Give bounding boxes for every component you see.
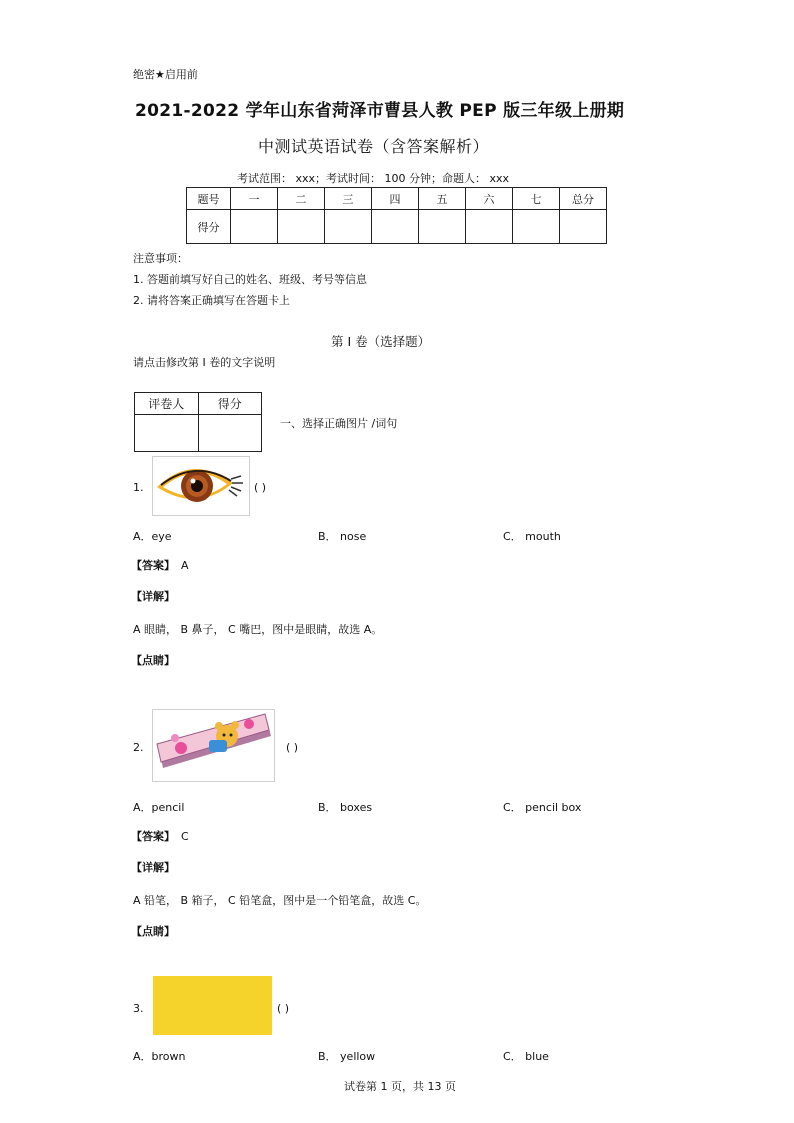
grader-table-input-row xyxy=(135,415,262,452)
score-cell: 六 xyxy=(465,188,512,210)
option-a[interactable]: A．brown xyxy=(133,1050,186,1063)
grader-table-header-row xyxy=(135,393,262,415)
score-cell: 一 xyxy=(231,188,278,210)
score-row-label: 得分 xyxy=(187,210,231,244)
answer-row xyxy=(131,557,189,573)
option-c[interactable]: C． mouth xyxy=(503,530,561,543)
page-footer: 试卷第 1 页，共 13 页 xyxy=(344,1080,456,1093)
score-cell: 题号 xyxy=(187,188,231,210)
grader-table xyxy=(134,392,262,452)
secret-label: 绝密★启用前 xyxy=(133,68,198,81)
score-table xyxy=(186,187,607,244)
grader-score-input-cell[interactable] xyxy=(198,415,262,452)
detail-text: A 眼睛， B 鼻子， C 嘴巴，图中是眼睛，故选 A。 xyxy=(133,623,383,636)
score-input-cell[interactable] xyxy=(465,210,512,244)
option-b[interactable]: B． nose xyxy=(318,530,367,543)
score-table-header-row xyxy=(187,188,607,210)
score-input-cell[interactable] xyxy=(372,210,419,244)
note-label: 【点睛】 xyxy=(131,925,175,938)
note-label: 【点睛】 xyxy=(131,654,175,667)
notes-item: 1. 答题前填写好自己的姓名、班级、考号等信息 xyxy=(133,273,367,286)
title-line-2: 中测试英语试卷（含答案解析） xyxy=(258,137,490,156)
option-c[interactable]: C． pencil box xyxy=(503,801,582,814)
question-number: 2. xyxy=(133,741,144,754)
option-a[interactable]: A．pencil xyxy=(133,801,185,814)
grader-cell: 评卷人 xyxy=(135,393,199,415)
detail-label: 【详解】 xyxy=(131,590,175,603)
notes-heading: 注意事项： xyxy=(133,252,188,265)
section-1-title: 一、选择正确图片 /词句 xyxy=(280,417,398,430)
option-b[interactable]: B． yellow xyxy=(318,1050,376,1063)
score-input-cell[interactable] xyxy=(325,210,372,244)
answer-value: C xyxy=(181,830,189,843)
score-cell: 总分 xyxy=(559,188,606,210)
score-cell: 二 xyxy=(278,188,325,210)
score-input-cell[interactable] xyxy=(278,210,325,244)
score-cell: 五 xyxy=(419,188,466,210)
answer-blank[interactable]: ( ) xyxy=(254,481,267,494)
answer-value: A xyxy=(181,559,189,572)
option-c[interactable]: C． blue xyxy=(503,1050,549,1063)
exam-info: 考试范围： xxx；考试时间： 100 分钟；命题人： xxx xyxy=(237,172,510,185)
notes-item: 2. 请将答案正确填写在答题卡上 xyxy=(133,294,290,307)
volume-title: 第 I 卷（选择题） xyxy=(331,334,431,349)
grader-input-cell[interactable] xyxy=(135,415,199,452)
yellow-color-image xyxy=(153,976,272,1035)
answer-row xyxy=(131,828,189,844)
question-number: 1. xyxy=(133,481,144,494)
score-input-cell[interactable] xyxy=(231,210,278,244)
score-table-score-row xyxy=(187,210,607,244)
volume-desc: 请点击修改第 I 卷的文字说明 xyxy=(133,356,276,369)
pencil-box-image xyxy=(152,709,275,782)
score-cell: 三 xyxy=(325,188,372,210)
score-input-cell[interactable] xyxy=(419,210,466,244)
question-number: 3. xyxy=(133,1002,144,1015)
pencil-box-icon xyxy=(153,710,274,781)
score-input-cell[interactable] xyxy=(512,210,559,244)
answer-label: 【答案】 xyxy=(131,830,175,843)
option-a[interactable]: A．eye xyxy=(133,530,172,543)
option-b[interactable]: B． boxes xyxy=(318,801,373,814)
grader-score-label: 得分 xyxy=(198,393,262,415)
title-line-1: 2021-2022 学年山东省菏泽市曹县人教 PEP 版三年级上册期 xyxy=(135,101,625,121)
detail-label: 【详解】 xyxy=(131,861,175,874)
eye-icon xyxy=(153,457,249,515)
answer-blank[interactable]: ( ) xyxy=(277,1002,290,1015)
detail-text: A 铅笔， B 箱子， C 铅笔盒，图中是一个铅笔盒，故选 C。 xyxy=(133,894,427,907)
answer-blank[interactable]: ( ) xyxy=(286,741,299,754)
score-input-cell[interactable] xyxy=(559,210,606,244)
eye-image xyxy=(152,456,250,516)
score-cell: 七 xyxy=(512,188,559,210)
answer-label: 【答案】 xyxy=(131,559,175,572)
score-cell: 四 xyxy=(372,188,419,210)
